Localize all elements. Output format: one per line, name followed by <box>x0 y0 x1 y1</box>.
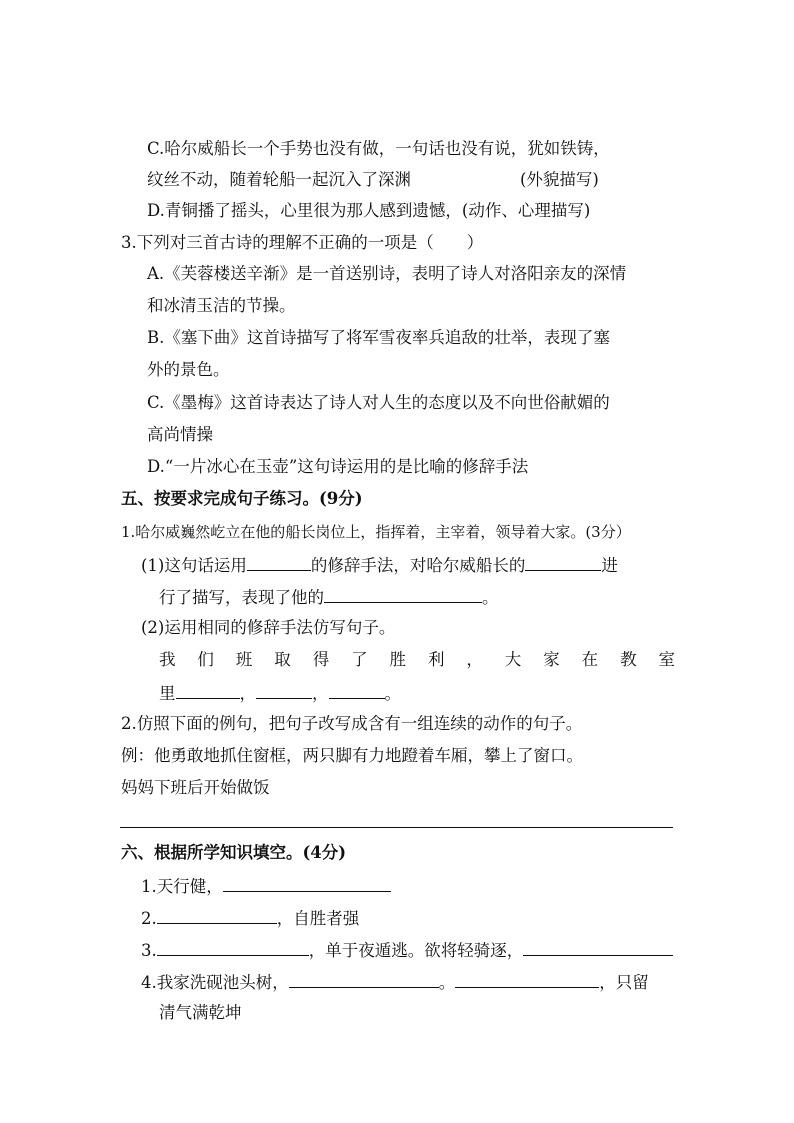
item3-num: 3. <box>141 941 157 960</box>
item1-text: 1.天行健， <box>141 877 223 896</box>
section6-heading: 六、根据所学知识填空。(4分) <box>121 843 347 862</box>
item3-text: ，单于夜遁逃。欲将轻骑逐， <box>308 941 524 960</box>
sentence-char: 取 <box>274 650 291 669</box>
sentence-char: 班 <box>235 650 253 669</box>
q1-part1-text-e: 。 <box>482 588 499 607</box>
q3-option-b-line2: 外的景色。 <box>147 360 230 379</box>
section6-item3 <box>141 938 673 962</box>
section6-item4-line2: 清气满乾坤 <box>159 1003 242 1022</box>
section5-q2-example: 例：他勇敢地抓住窗框，两只脚有力地蹬着车厢，攀上了窗口。 <box>121 746 583 765</box>
section5-q1-stem: 1.哈尔威巍然屹立在他的船长岗位上，指挥着，主宰着，领导着大家。(3分） <box>121 523 631 541</box>
imitation-blank-2[interactable] <box>256 681 312 699</box>
sentence-char: 们 <box>197 650 214 669</box>
q3-option-c-line1: C.《墨梅》这首诗表达了诗人对人生的态度以及不向世俗献媚的 <box>147 393 610 412</box>
item4-text-b: 。 <box>438 973 456 992</box>
answer-line[interactable] <box>120 827 673 828</box>
section5-q1-part2-sentence <box>159 649 675 673</box>
option-c-note: (外貌描写) <box>520 170 599 189</box>
q3-option-b-line1: B.《塞下曲》这首诗描写了将军雪夜率兵追敌的壮举，表现了塞 <box>147 328 610 347</box>
section5-q1-part1-line1 <box>141 553 618 577</box>
section6-item1 <box>141 874 391 898</box>
sentence-end: 。 <box>384 684 401 703</box>
quality-blank[interactable] <box>324 585 482 603</box>
item2-blank[interactable] <box>157 906 277 924</box>
sentence-char: 胜 <box>389 650 407 669</box>
section6-item4-line1 <box>141 970 649 994</box>
item3-blank-2[interactable] <box>523 938 673 956</box>
sep-comma-1: ， <box>239 684 256 703</box>
sentence-char: 得 <box>312 650 330 669</box>
sep-comma-2: ， <box>312 684 329 703</box>
section5-q1-part2-line2 <box>159 681 401 705</box>
section5-q1-part1-line2 <box>159 585 499 609</box>
item4-blank-1[interactable] <box>289 970 439 988</box>
q3-stem: 3.下列对三首古诗的理解不正确的一项是（ ） <box>121 233 484 252</box>
q3-option-a-line2: 和冰清玉洁的节操。 <box>147 296 296 315</box>
sentence-char: 利 <box>427 650 445 669</box>
rhetoric-blank[interactable] <box>247 553 311 571</box>
option-d-line: D.青铜播了摇头，心里很为那人感到遗憾，(动作、心理描写) <box>147 201 591 220</box>
sentence-char: 在 <box>581 650 599 669</box>
q1-part1-text-a: (1)这句话运用 <box>141 556 247 575</box>
section6-item2 <box>141 906 359 930</box>
sentence-char: 室 <box>658 650 675 669</box>
q3-option-c-line2: 高尚情操 <box>147 425 213 444</box>
option-c-line2: 纹丝不动，随着轮船一起沉入了深渊 <box>147 170 411 189</box>
item2-num: 2. <box>141 909 157 928</box>
sentence-char: 教 <box>620 650 637 669</box>
section5-q2-task: 妈妈下班后开始做饭 <box>121 778 270 797</box>
q3-option-d-line1: D.“一片冰心在玉壶”这句诗运用的是比喻的修辞手法 <box>147 457 529 476</box>
sentence-char: 大 <box>504 650 522 669</box>
item1-blank[interactable] <box>223 874 391 892</box>
section5-q2-stem: 2.仿照下面的例句，把句子改写成含有一组连续的动作的句子。 <box>121 714 583 733</box>
sentence-char: 了 <box>351 650 368 669</box>
imitation-blank-3[interactable] <box>329 681 385 699</box>
q3-option-a-line1: A.《芙蓉楼送辛渐》是一首送别诗，表明了诗人对洛阳亲友的深情 <box>147 264 627 283</box>
description-target-blank[interactable] <box>525 553 601 571</box>
sentence-char: 我 <box>159 650 176 669</box>
item4-text-c: ，只留 <box>599 973 649 992</box>
sentence-li: 里 <box>159 684 176 703</box>
section5-q1-part2: (2)运用相同的修辞手法仿写句子。 <box>141 618 396 637</box>
item4-text-a: 4.我家洗砚池头树， <box>141 973 289 992</box>
sentence-char: ， <box>466 650 483 669</box>
item3-blank-1[interactable] <box>157 938 309 956</box>
q1-part1-text-d: 行了描写，表现了他的 <box>159 588 324 607</box>
q1-part1-text-c: 进 <box>601 556 618 575</box>
section5-heading: 五、按要求完成句子练习。(9分) <box>121 489 363 508</box>
item4-blank-2[interactable] <box>455 970 599 988</box>
sentence-char: 家 <box>543 650 560 669</box>
imitation-blank-1[interactable] <box>176 681 240 699</box>
option-c-line1: C.哈尔威船长一个手势也没有做，一句话也没有说，犹如铁铸， <box>147 139 610 158</box>
item2-text: ，自胜者强 <box>276 909 360 928</box>
q1-part1-text-b: 的修辞手法，对哈尔威船长的 <box>310 556 526 575</box>
